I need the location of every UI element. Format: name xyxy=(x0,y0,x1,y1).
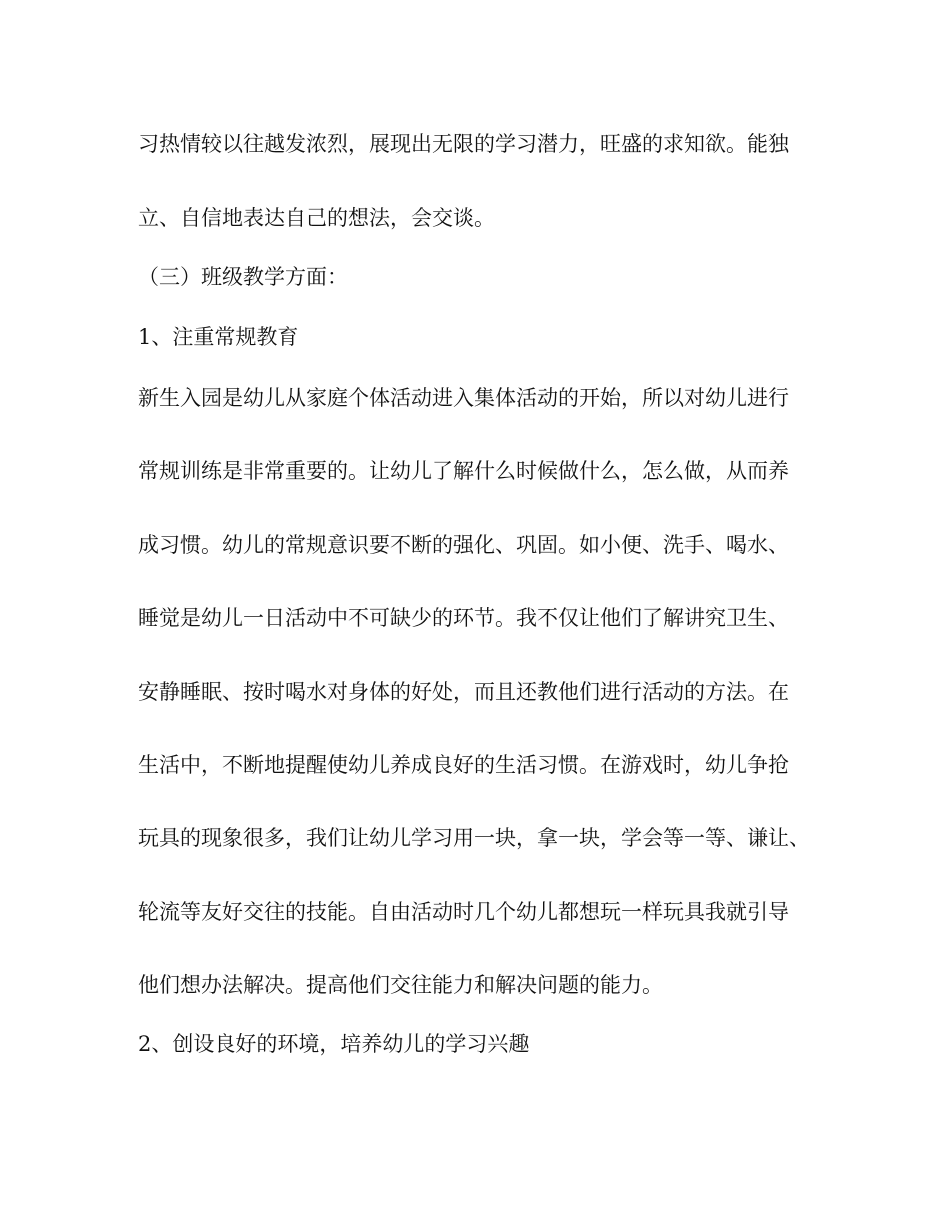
text-line: 睡觉是幼儿一日活动中不可缺少的环节。我不仅让他们了解讲究卫生、 xyxy=(138,606,789,630)
text-line: 立、自信地表达自己的想法，会交谈。 xyxy=(138,206,495,230)
text-line: 他们想办法解决。提高他们交往能力和解决问题的能力。 xyxy=(138,973,663,997)
subsection-heading: 1、注重常规教育 xyxy=(138,325,299,349)
text-line: 安静睡眠、按时喝水对身体的好处，而且还教他们进行活动的方法。在 xyxy=(138,680,789,704)
text-line: 生活中，不断地提醒使幼儿养成良好的生活习惯。在游戏时，幼儿争抢 xyxy=(138,753,789,777)
text-line: 成习惯。幼儿的常规意识要不断的强化、巩固。如小便、洗手、喝水、 xyxy=(138,533,789,557)
text-line: 玩具的现象很多，我们让幼儿学习用一块，拿一块，学会等一等、谦让、 xyxy=(138,826,810,850)
text-line: 轮流等友好交往的技能。自由活动时几个幼儿都想玩一样玩具我就引导 xyxy=(138,900,789,924)
text-line: 常规训练是非常重要的。让幼儿了解什么时候做什么，怎么做，从而养 xyxy=(138,459,789,483)
subsection-heading: 2、创设良好的环境，培养幼儿的学习兴趣 xyxy=(138,1032,530,1056)
text-line: 习热情较以往越发浓烈，展现出无限的学习潜力，旺盛的求知欲。能独 xyxy=(138,132,789,156)
text-line: 新生入园是幼儿从家庭个体活动进入集体活动的开始，所以对幼儿进行 xyxy=(138,386,789,410)
section-heading: （三）班级教学方面： xyxy=(138,265,348,289)
